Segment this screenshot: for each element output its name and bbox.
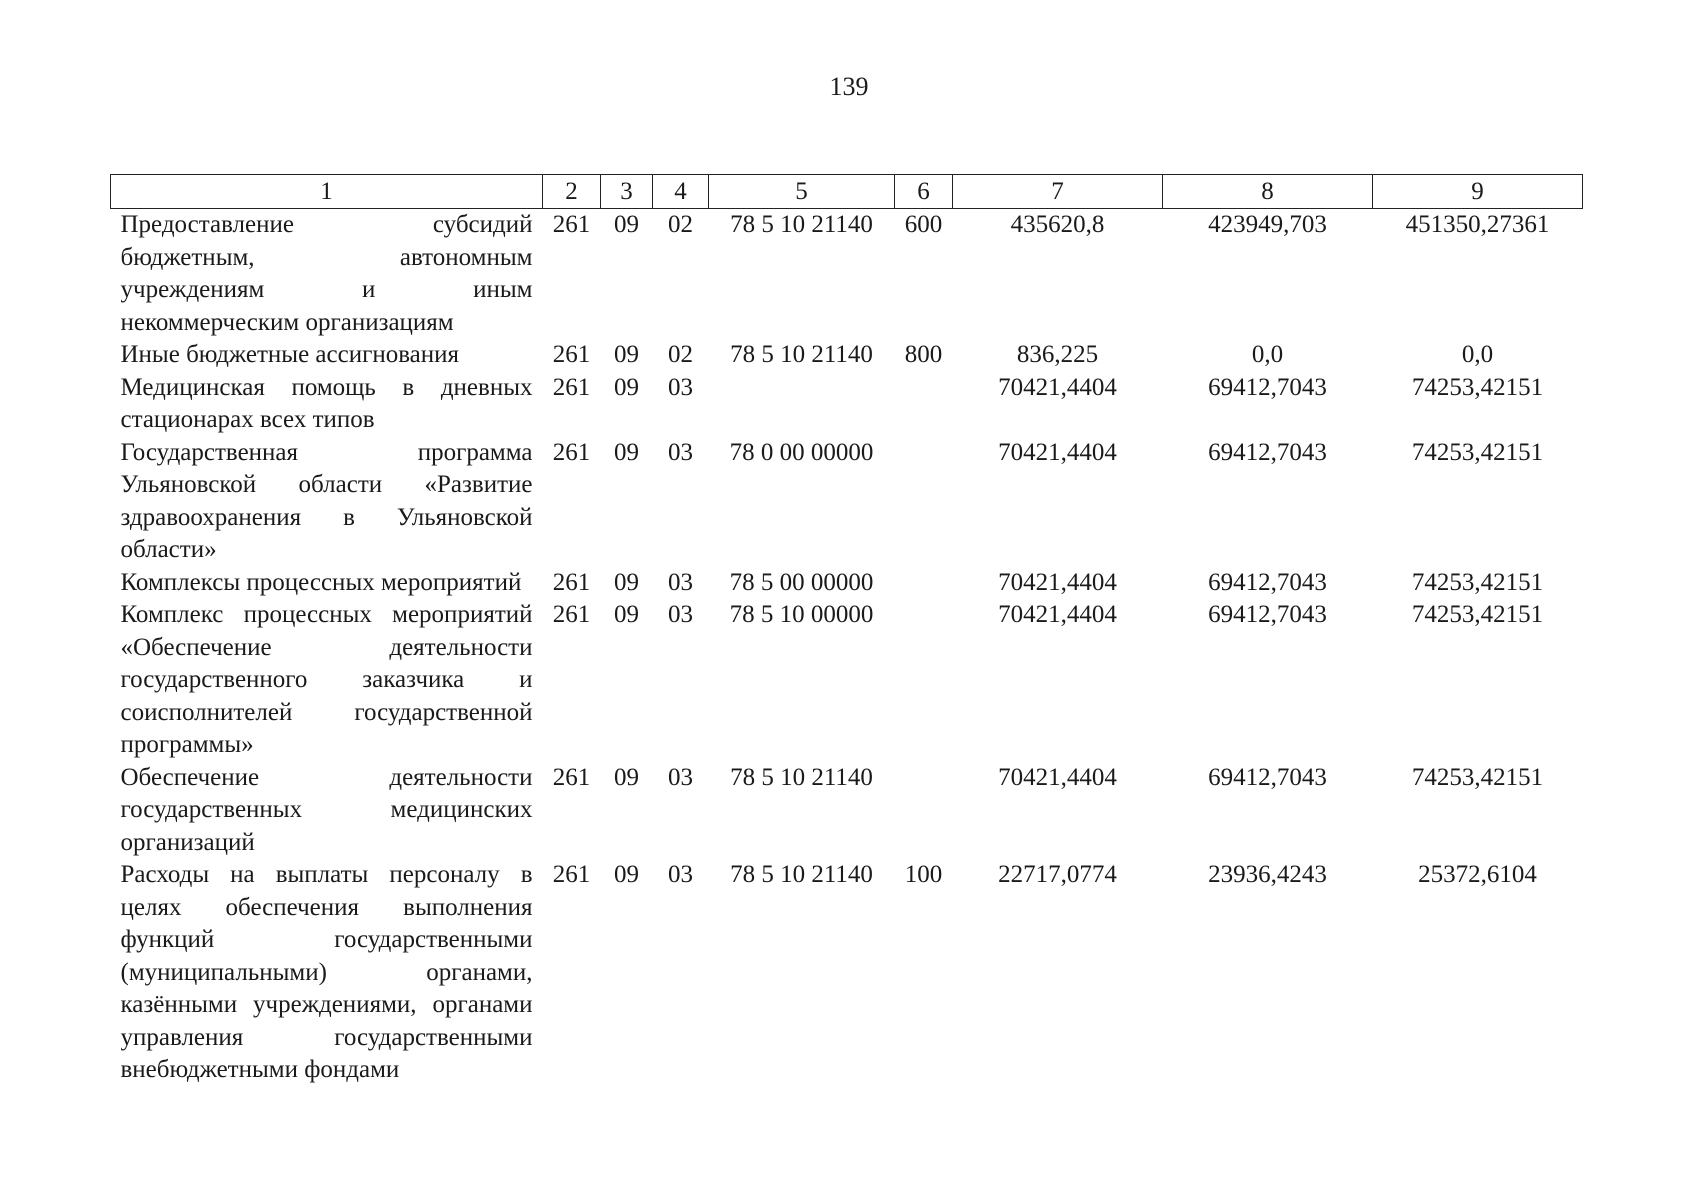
column-header: 7 bbox=[953, 175, 1163, 209]
cell-amount-8: 69412,7043 bbox=[1208, 568, 1327, 596]
table-row bbox=[111, 339, 1583, 372]
cell-subsection: 03 bbox=[668, 861, 693, 888]
cell-section: 09 bbox=[614, 211, 639, 238]
table-row bbox=[111, 209, 1583, 340]
cell-expense-type: 800 bbox=[904, 341, 943, 368]
cell-section: 09 bbox=[614, 568, 639, 596]
table-row bbox=[111, 437, 1583, 567]
cell-amount-9: 0,0 bbox=[1461, 341, 1494, 368]
cell-code: 261 bbox=[552, 438, 591, 466]
cell-section: 09 bbox=[614, 373, 639, 401]
cell-amount-8: 69412,7043 bbox=[1208, 438, 1327, 466]
cell-amount-8: 69412,7043 bbox=[1208, 373, 1327, 401]
cell-subsection: 02 bbox=[668, 211, 693, 238]
column-header: 6 bbox=[895, 175, 953, 209]
table-row bbox=[111, 372, 1583, 437]
cell-code: 261 bbox=[552, 211, 591, 238]
cell-subsection: 03 bbox=[668, 601, 693, 628]
cell-amount-7: 435620,8 bbox=[1010, 211, 1105, 238]
row-description: Комплексы процессных мероприятий bbox=[120, 568, 522, 596]
table-row bbox=[111, 567, 1583, 600]
cell-target-article: 78 5 00 00000 bbox=[729, 568, 874, 596]
cell-target-article bbox=[709, 372, 895, 437]
table-row bbox=[111, 859, 1583, 1087]
cell-amount-8: 0,0 bbox=[1251, 341, 1284, 368]
cell-expense-type bbox=[895, 437, 953, 567]
row-description: Расходы на выплаты персоналу в целях обеспечения выполнения функций государственными (муниципальными) органами, казёнными учреждениями, органами управления государственными внебюджетными фондами bbox=[120, 861, 533, 1083]
cell-target-article: 78 5 10 21140 bbox=[730, 861, 873, 888]
table-row bbox=[111, 599, 1583, 762]
cell-section: 09 bbox=[614, 438, 639, 466]
cell-expense-type bbox=[895, 567, 953, 600]
column-header: 2 bbox=[543, 175, 601, 209]
cell-amount-9: 74253,42151 bbox=[1411, 373, 1544, 401]
cell-code: 261 bbox=[552, 763, 591, 791]
column-header: 8 bbox=[1163, 175, 1373, 209]
header-row bbox=[111, 175, 1583, 209]
row-description: Предоставление субсидий бюджетным, автономным учреждениям и иным некоммерческим организациям bbox=[120, 211, 533, 336]
cell-section: 09 bbox=[614, 763, 639, 791]
page-number: 139 bbox=[829, 72, 869, 101]
cell-target-article: 78 5 10 21140 bbox=[730, 211, 873, 238]
cell-subsection: 03 bbox=[668, 438, 693, 466]
cell-amount-8: 423949,703 bbox=[1208, 211, 1327, 238]
cell-target-article: 78 5 10 21140 bbox=[730, 763, 873, 791]
cell-amount-9: 451350,27361 bbox=[1405, 211, 1550, 238]
cell-code: 261 bbox=[552, 601, 591, 628]
cell-expense-type bbox=[895, 599, 953, 762]
cell-target-article: 78 5 10 00000 bbox=[729, 601, 874, 628]
cell-code: 261 bbox=[552, 373, 591, 401]
cell-amount-8: 69412,7043 bbox=[1208, 601, 1327, 628]
cell-expense-type bbox=[895, 762, 953, 860]
cell-amount-7: 70421,4404 bbox=[998, 438, 1117, 466]
cell-amount-8: 69412,7043 bbox=[1208, 763, 1327, 791]
cell-target-article: 78 5 10 21140 bbox=[730, 341, 873, 368]
row-description: Иные бюджетные ассигнования bbox=[120, 341, 460, 368]
cell-subsection: 02 bbox=[668, 341, 693, 368]
column-header: 5 bbox=[709, 175, 895, 209]
cell-amount-7: 70421,4404 bbox=[998, 763, 1117, 791]
cell-target-article: 78 0 00 00000 bbox=[729, 438, 874, 466]
row-description: Комплекс процессных мероприятий «Обеспечение деятельности государственного заказчика и соисполнителей государственной программы» bbox=[120, 601, 533, 758]
cell-expense-type: 100 bbox=[904, 861, 943, 888]
column-header: 4 bbox=[653, 175, 709, 209]
cell-amount-7: 836,225 bbox=[1016, 341, 1099, 368]
cell-amount-9: 74253,42151 bbox=[1411, 601, 1544, 628]
column-header: 3 bbox=[601, 175, 653, 209]
row-description: Государственная программа Ульяновской области «Развитие здравоохранения в Ульяновской области» bbox=[120, 438, 533, 563]
cell-amount-7: 70421,4404 bbox=[998, 568, 1117, 596]
row-description: Медицинская помощь в дневных стационарах всех типов bbox=[120, 373, 533, 433]
cell-section: 09 bbox=[614, 861, 639, 888]
cell-subsection: 03 bbox=[668, 373, 693, 401]
cell-amount-9: 74253,42151 bbox=[1411, 568, 1544, 596]
cell-amount-7: 70421,4404 bbox=[998, 601, 1117, 628]
cell-amount-8: 23936,4243 bbox=[1208, 861, 1327, 888]
cell-section: 09 bbox=[614, 601, 639, 628]
cell-amount-7: 70421,4404 bbox=[998, 373, 1117, 401]
row-description: Обеспечение деятельности государственных медицинских организаций bbox=[120, 763, 533, 856]
cell-code: 261 bbox=[552, 341, 591, 368]
cell-amount-7: 22717,0774 bbox=[998, 861, 1117, 888]
cell-expense-type bbox=[895, 372, 953, 437]
column-header: 1 bbox=[111, 175, 543, 209]
column-header: 9 bbox=[1373, 175, 1583, 209]
cell-code: 261 bbox=[552, 568, 591, 596]
cell-amount-9: 74253,42151 bbox=[1411, 438, 1544, 466]
cell-expense-type: 600 bbox=[904, 211, 943, 238]
cell-subsection: 03 bbox=[668, 763, 693, 791]
cell-subsection: 03 bbox=[668, 568, 693, 596]
table-row bbox=[111, 762, 1583, 860]
cell-amount-9: 74253,42151 bbox=[1411, 763, 1544, 791]
cell-code: 261 bbox=[552, 861, 591, 888]
budget-table bbox=[110, 174, 1583, 1087]
cell-amount-9: 25372,6104 bbox=[1418, 861, 1537, 888]
cell-section: 09 bbox=[614, 341, 639, 368]
